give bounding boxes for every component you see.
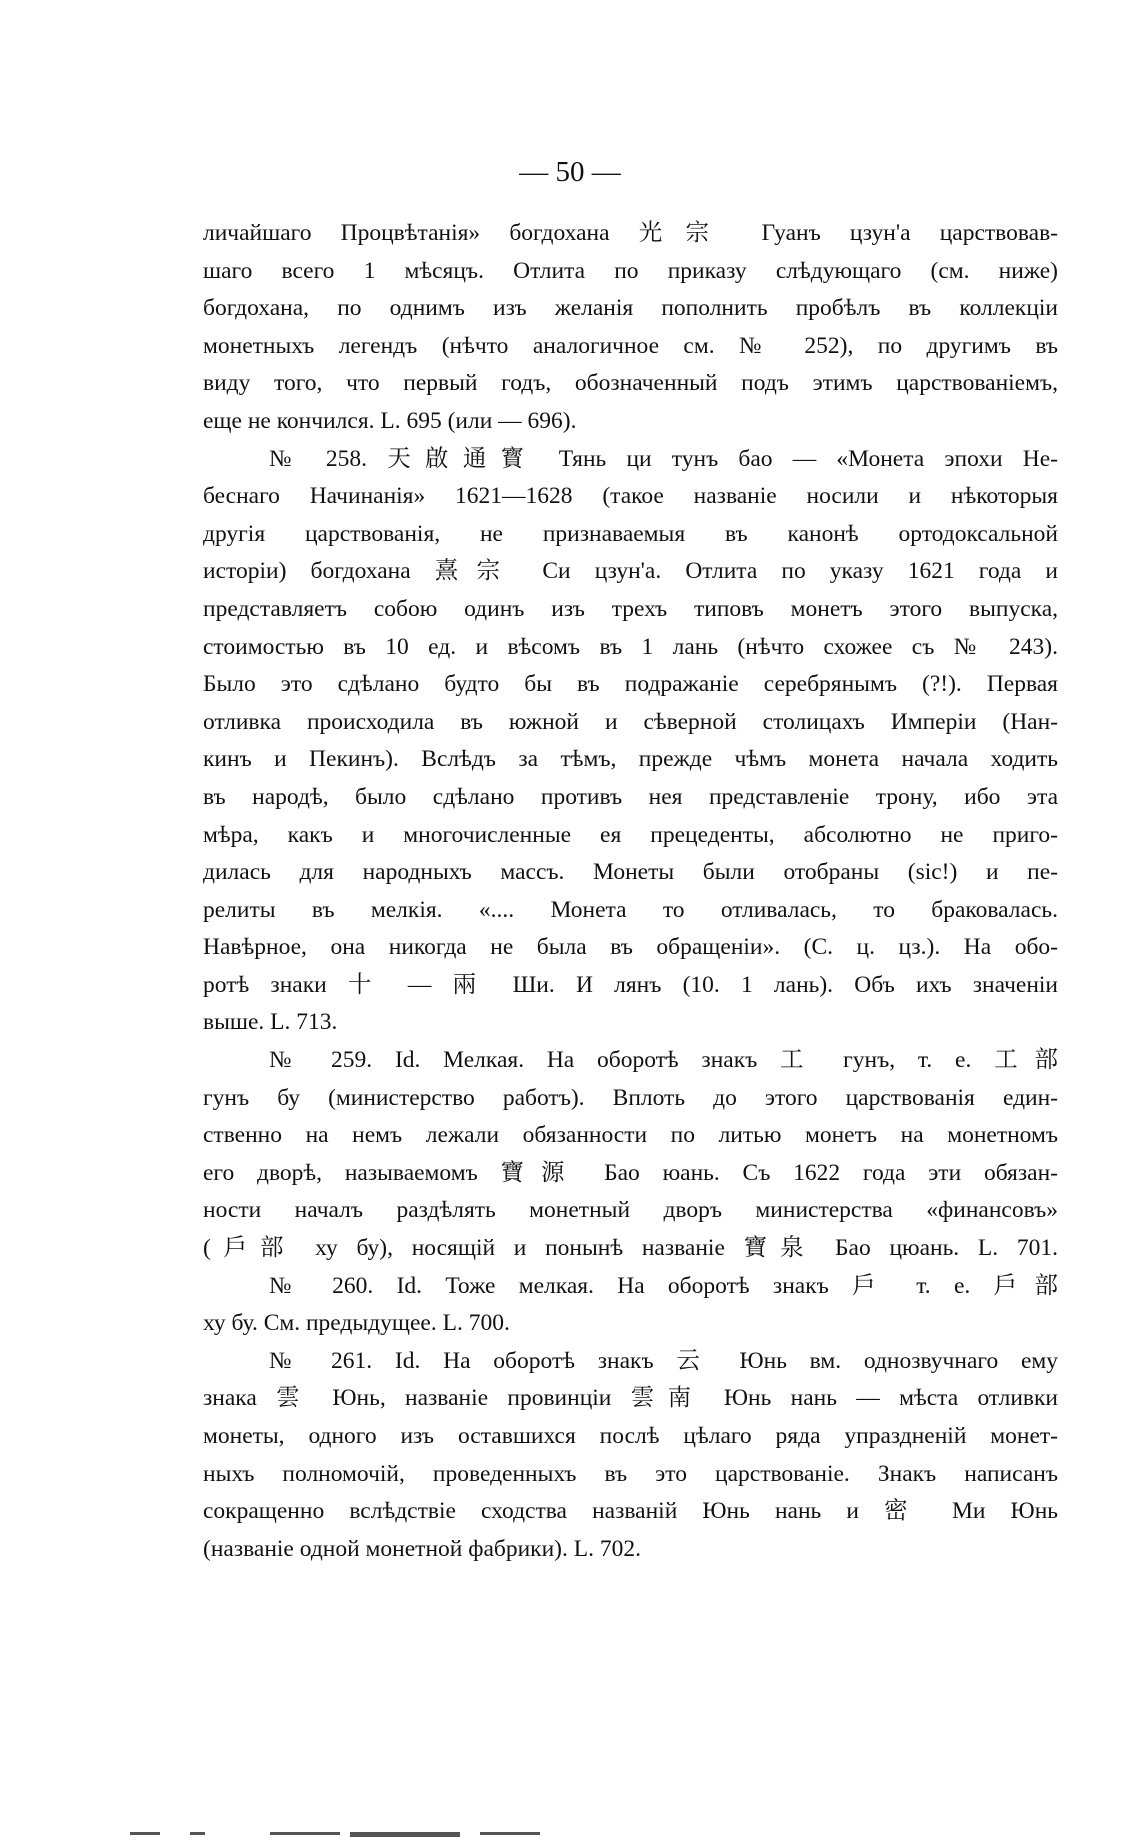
text-line: (戶部 ху бу), носящій и понынѣ названіе 寶泉 Бао цюань. L. 701. <box>203 1235 1058 1262</box>
entry-258-heading: № 258. 天啟通寳 Тянь ци тунъ бао — «Монета эпохи Не- <box>269 445 1058 472</box>
text-line: ныхъ полномочій, проведенныхъ въ это царствованіе. Знакъ написанъ <box>203 1460 1058 1487</box>
text-line: ротѣ знаки 十 — 兩 Ши. И лянъ (10. 1 лань). Объ ихъ значеніи <box>203 971 1058 998</box>
text-line: монеты, одного изъ оставшихся послѣ цѣлаго ряда упраздненій монет- <box>203 1423 1058 1449</box>
text-line: въ народѣ, было сдѣлано противъ нея представленіе трону, ибо эта <box>203 783 1058 810</box>
entry-259-heading: № 259. Id. Мелкая. На оборотѣ знакъ 工 гунъ, т. е. 工部 <box>269 1047 1058 1074</box>
text-line: ху бу. См. предыдущее. L. 700. <box>203 1310 510 1337</box>
text-line: выше. L. 713. <box>203 1009 338 1036</box>
text-line: представляетъ собою одинъ изъ трехъ типовъ монетъ этого выпуска, <box>203 595 1058 622</box>
text-line: монетныхъ легендъ (нѣчто аналогичное см. № 252), по другимъ въ <box>203 332 1058 359</box>
text-line: богдохана, по однимъ изъ желанія пополнить пробѣлъ въ коллекціи <box>203 295 1058 322</box>
entry-261-heading: № 261. Id. На оборотѣ знакъ 云 Юнь вм. однозвучнаго ему <box>269 1347 1058 1374</box>
text-line: сокращенно вслѣдствіе сходства названій Юнь нань и 密 Ми Юнь <box>203 1498 1058 1525</box>
text-line: исторіи) богдохана 熹宗 Си цзун'а. Отлита по указу 1621 года и <box>203 558 1058 585</box>
text-line: ственно на немъ лежали обязанности по литью монетъ на монетномъ <box>203 1122 1058 1149</box>
text-line: гунъ бу (министерство работъ). Вплоть до этого царствованія един- <box>203 1084 1058 1111</box>
entry-260-heading: № 260. Id. Тоже мелкая. На оборотѣ знакъ 戶 т. е. 戶部 <box>269 1272 1058 1299</box>
text-line: кинъ и Пекинъ). Вслѣдъ за тѣмъ, прежде чѣмъ монета начала ходить <box>203 746 1058 773</box>
page-number: — 50 — <box>519 156 621 188</box>
text-line: его дворѣ, называемомъ 寶源 Бао юань. Съ 1622 года эти обязан- <box>203 1159 1058 1186</box>
text-line: ности началъ раздѣлять монетный дворъ министерства «финансовъ» <box>203 1197 1058 1224</box>
text-line: личайшаго Процвѣтанія» богдохана 光宗 Гуанъ цзун'а царствовав- <box>203 220 1058 246</box>
text-line: отливка происходила въ южной и сѣверной столицахъ Имперіи (Нан- <box>203 708 1058 735</box>
text-line: еще не кончился. L. 695 (или — 696). <box>203 407 577 434</box>
text-line: шаго всего 1 мѣсяцъ. Отлита по приказу слѣдующаго (см. ниже) <box>203 257 1058 284</box>
text-line: мѣра, какъ и многочисленные ея прецеденты, абсолютно не приго- <box>203 821 1058 848</box>
print-smudge <box>130 1832 550 1838</box>
text-line: виду того, что первый годъ, обозначенный подъ этимъ царствованіемъ, <box>203 370 1058 397</box>
text-line: дилась для народныхъ массъ. Монеты были отобраны (sic!) и пе- <box>203 859 1058 886</box>
text-line: стоимостью въ 10 ед. и вѣсомъ въ 1 лань (нѣчто схожее съ № 243). <box>203 633 1058 660</box>
text-line: (названіе одной монетной фабрики). L. 702. <box>203 1535 641 1562</box>
text-line: другія царствованія, не признаваемыя въ канонѣ ортодоксальной <box>203 520 1058 547</box>
text-line: беснаго Начинанія» 1621—1628 (такое названіе носили и нѣкоторыя <box>203 483 1058 510</box>
text-line: знака 雲 Юнь, названіе провинціи 雲南 Юнь нань — мѣста отливки <box>203 1385 1058 1412</box>
text-line: Было это сдѣлано будто бы въ подражаніе серебрянымъ (?!). Первая <box>203 671 1058 698</box>
text-line: Навѣрное, она никогда не была въ обращеніи». (С. ц. цз.). На обо- <box>203 934 1058 961</box>
body-text <box>203 215 1058 1568</box>
text-line: релиты въ мелкія. «.... Монета то отливалась, то браковалась. <box>203 896 1058 923</box>
